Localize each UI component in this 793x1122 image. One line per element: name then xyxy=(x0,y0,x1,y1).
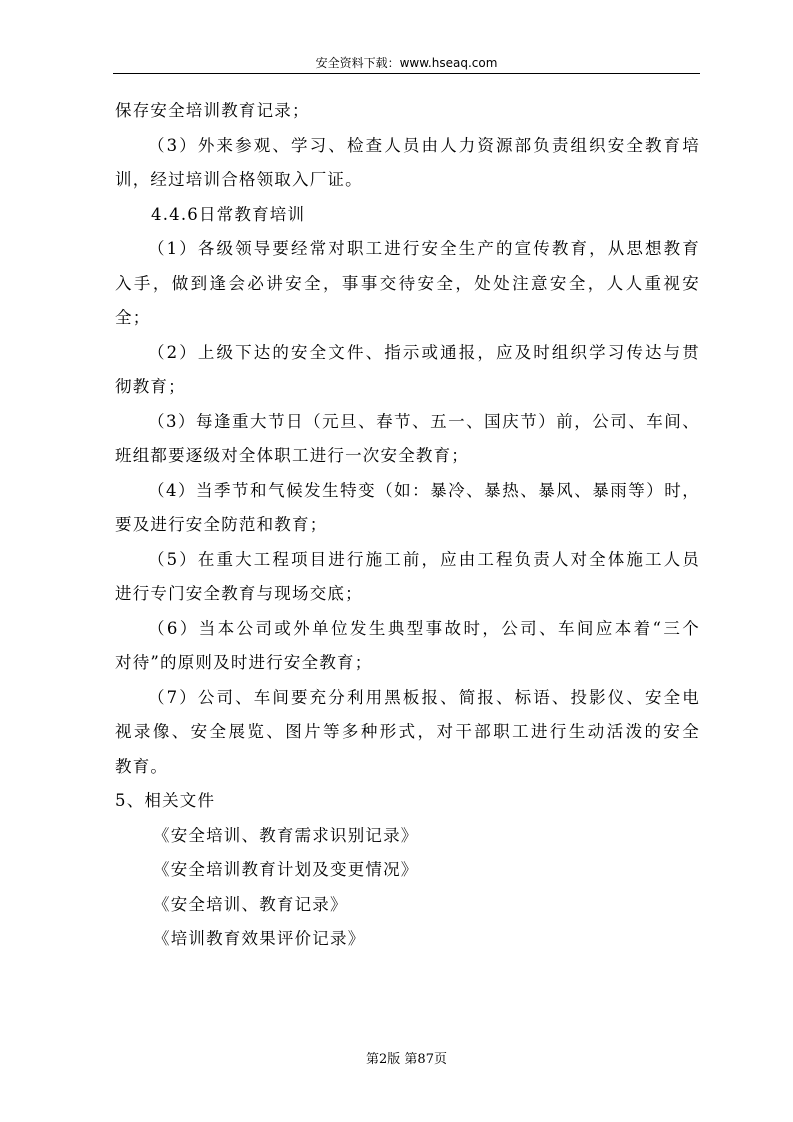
related-document-3: 《安全培训、教育记录》 xyxy=(153,894,348,914)
body-line-19: 视录像、安全展览、图片等多种形式，对干部职工进行生动活泼的安全 xyxy=(115,722,700,741)
body-line-16: （6）当本公司或外单位发生典型事故时，公司、车间应本着“三个 xyxy=(148,618,700,638)
body-line-18: （7）公司、车间要充分利用黑板报、简报、标语、投影仪、安全电 xyxy=(148,687,700,707)
body-line-12: （4）当季节和气候发生特变（如：暴冷、暴热、暴风、暴雨等）时， xyxy=(148,480,700,500)
body-line-17: 对待”的原则及时进行安全教育； xyxy=(115,653,373,672)
body-line-15: 进行专门安全教育与现场交底； xyxy=(115,584,363,603)
related-document-2: 《安全培训教育计划及变更情况》 xyxy=(153,860,419,879)
body-line-7: 全； xyxy=(115,308,151,327)
related-document-1: 《安全培训、教育需求识别记录》 xyxy=(153,825,419,845)
header-divider xyxy=(113,73,700,74)
body-line-10: （3）每逢重大节日（元旦、春节、五一、国庆节）前，公司、车间、 xyxy=(148,411,700,431)
body-line-9: 彻教育； xyxy=(115,377,186,396)
body-line-13: 要及进行安全防范和教育； xyxy=(115,515,328,534)
body-line-5: （1）各级领导要经常对职工进行安全生产的宣传教育，从思想教育 xyxy=(148,239,700,258)
body-line-2: （3）外来参观、学习、检查人员由人力资源部负责组织安全教育培 xyxy=(148,135,700,155)
body-line-1: 保存安全培训教育记录； xyxy=(115,101,310,120)
body-line-14: （5）在重大工程项目进行施工前，应由工程负责人对全体施工人员 xyxy=(148,549,700,569)
page-footer: 第2版 第87页 xyxy=(366,1052,447,1067)
body-line-20: 教育。 xyxy=(115,756,169,776)
related-document-4: 《培训教育效果评价记录》 xyxy=(153,929,366,948)
page-header: 安全资料下载：www.hseaq.com xyxy=(315,56,498,70)
section-heading-related-documents: 5、相关文件 xyxy=(115,791,216,810)
body-line-3: 训，经过培训合格领取入厂证。 xyxy=(115,170,363,189)
body-line-8: （2）上级下达的安全文件、指示或通报，应及时组织学习传达与贯 xyxy=(148,342,700,362)
section-heading-4-4-6: 4.4.6日常教育培训 xyxy=(151,204,306,224)
document-body xyxy=(115,94,700,957)
body-line-6: 入手，做到逢会必讲安全，事事交待安全，处处注意安全，人人重视安 xyxy=(115,273,700,293)
body-line-11: 班组都要逐级对全体职工进行一次安全教育； xyxy=(115,446,469,465)
